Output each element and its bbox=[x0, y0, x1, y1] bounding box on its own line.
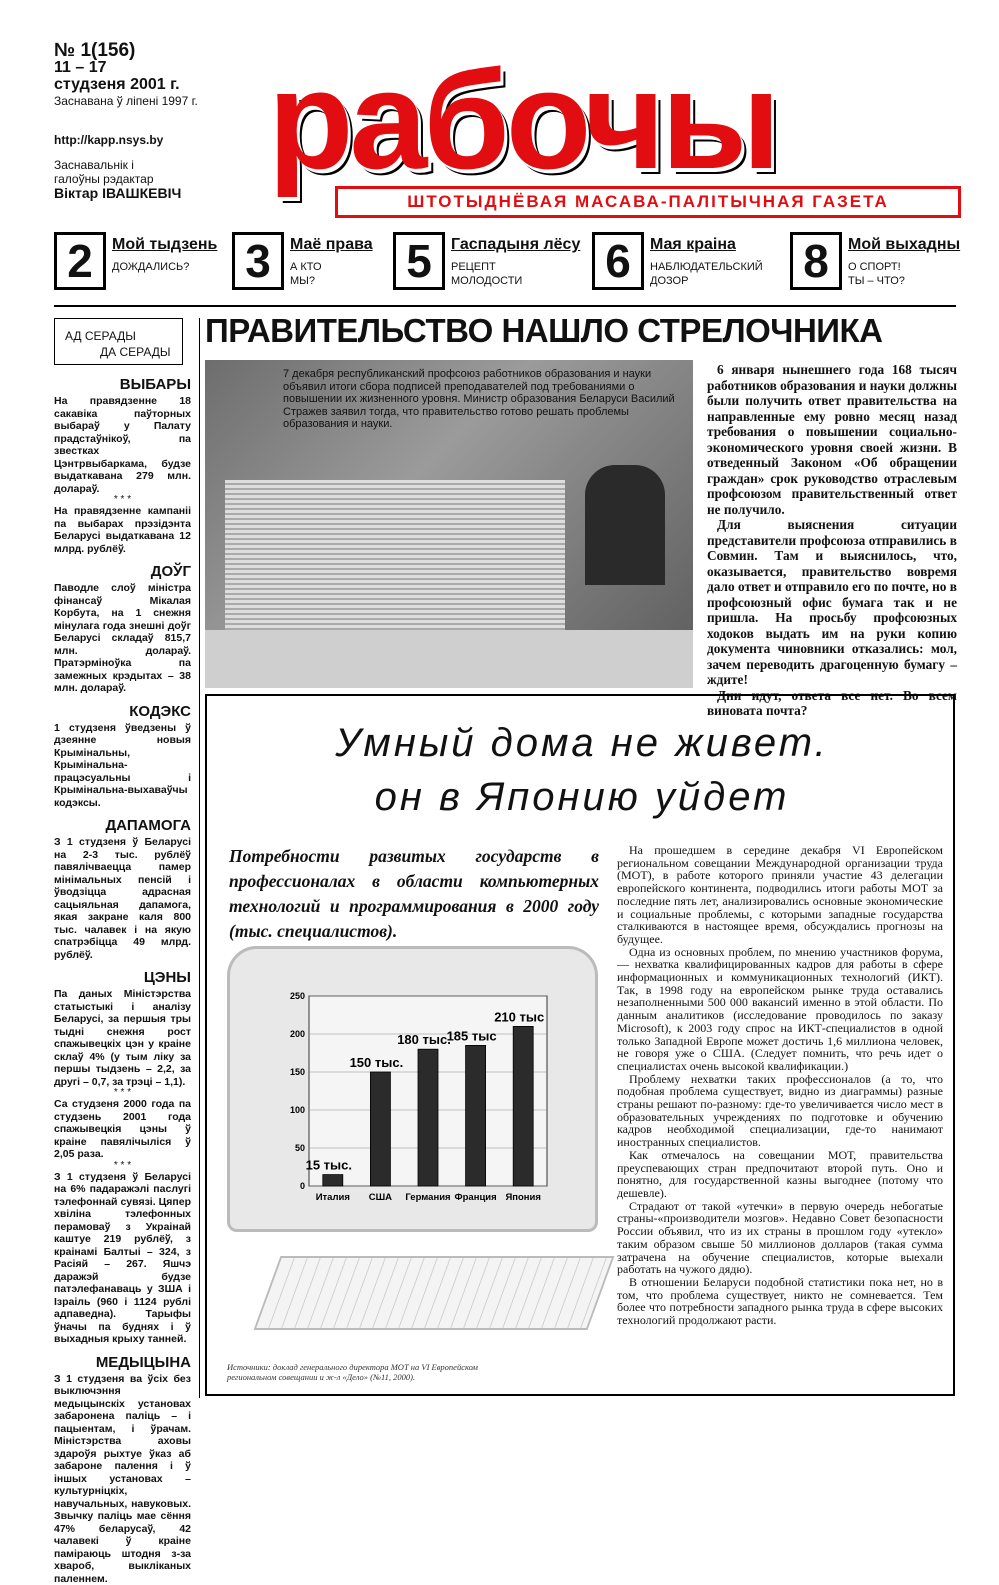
section-title[interactable]: Мой тыдзень bbox=[112, 236, 217, 254]
value-label: 150 тыс. bbox=[350, 1055, 404, 1070]
lead-paragraph: 6 января нынешнего года 168 тысяч работников образования и науки должны были получить ответ правительства на направленные ему ровно месяц назад требования о повышении социально-экономического уровня своей жизни. В отведенный Законом «Об обращении граждан» срок руководство отраслевым профсоюзом правительственный ответ не получило. bbox=[707, 362, 957, 517]
digest-text: З 1 студзеня ва ўсіх без выключэння медыцынскіх установах забаронена паліць – і пацыентам, і ўрачам. Міністэрства аховы здароўя рыхтуе ўказ аб забароне палення і ў іншых установах – культурніцкіх, навучальных, навуковых. Звычку паліць мае сёння 47% беларусаў, 42 чалавекі ў краіне паміраюць штодня з-за хвароб, выкліканых паленнем. bbox=[54, 1373, 191, 1585]
digest-heading: ЦЭНЫ bbox=[54, 969, 191, 986]
section-subtitle: О СПОРТ! ТЫ – ЧТО? bbox=[848, 260, 905, 288]
bar bbox=[370, 1072, 390, 1186]
photo-person bbox=[585, 465, 665, 585]
separator-stars: * * * bbox=[54, 495, 191, 505]
digest-heading: ДАПАМОГА bbox=[54, 817, 191, 834]
lead-paragraph: Для выяснения ситуации представители профсоюза отправились в Совмин. Там и выяснилось, что, оказывается, правительство вовремя дало ответ и отправило его по почте, но в профсоюзный офис бумага так и не пришла. На просьбу профсоюзных ходоков выдать им на руки копию документа чиновники отказались: мол, зачем переводить драгоценную бумагу – ждите! bbox=[707, 517, 957, 688]
founder-label-2: галоўны рэдактар bbox=[54, 172, 181, 186]
digest-heading: ВЫБАРЫ bbox=[54, 376, 191, 393]
main-headline: ПРАВИТЕЛЬСТВО НАШЛО СТРЕЛОЧНИКА bbox=[205, 312, 955, 350]
section-subtitle: ДОЖДАЛИСЬ? bbox=[112, 260, 189, 274]
digest-heading: МЕДЫЦЫНА bbox=[54, 1354, 191, 1371]
category-label: США bbox=[369, 1192, 392, 1203]
digest-heading: КОДЭКС bbox=[54, 703, 191, 720]
value-label: 180 тыс. bbox=[397, 1032, 451, 1047]
bar bbox=[323, 1175, 343, 1186]
feature-paragraph: На прошедшем в середине декабря VI Европейском региональном совещании Международной организации труда (МОТ), в работе которого приняли участие 43 делегации европейского континента, подводились итоги работы МОТ за последние пять лет, анализировались основные экономические и социальные проблемы, с которыми западные государства сталкиваются в настоящее время, обсуждались прогнозы на будущее. bbox=[617, 844, 943, 946]
founded-note: Заснавана ў ліпені 1997 г. bbox=[54, 93, 254, 110]
issue-month: студзеня 2001 г. bbox=[54, 76, 254, 93]
category-label: Италия bbox=[316, 1192, 350, 1203]
section-teaser[interactable] bbox=[54, 232, 224, 292]
section-subtitle: А КТО МЫ? bbox=[290, 260, 322, 288]
photo-desk bbox=[205, 630, 693, 688]
y-tick-label: 250 bbox=[290, 991, 305, 1001]
section-teaser[interactable] bbox=[232, 232, 382, 292]
digest-heading: ДОЎГ bbox=[54, 563, 191, 580]
chart-source: Источники: доклад генерального директора МОТ на VI Европейском региональном совещании и ж-л «Дело» (№11, 2000). bbox=[227, 1362, 527, 1382]
section-page-number: 8 bbox=[790, 232, 842, 290]
digest-text: 1 студзеня ўведзены ў дзеянне новыя Крымінальны, Крымінальна-працэсуальны і Крымінальна-выхаваўчы кодэксы. bbox=[54, 722, 191, 810]
y-tick-label: 150 bbox=[290, 1067, 305, 1077]
feature-paragraph: Страдают от такой «утечки» в первую очередь небогатые страны-«производители мозгов». Недавно Совет безопасности России объявил, что из их страны в прошлом году «утекло» таким образом свыше 50 миллионов долларов (такая сумма затрачена на обучение специалистов, которые выехали работать на чужого дядю). bbox=[617, 1200, 943, 1276]
value-label: 185 тыс bbox=[447, 1028, 497, 1043]
separator-stars: * * * bbox=[54, 1088, 191, 1098]
value-label: 15 тыс. bbox=[306, 1158, 352, 1173]
category-label: Германия bbox=[405, 1192, 450, 1203]
article-photo bbox=[205, 360, 693, 688]
section-page-number: 5 bbox=[393, 232, 445, 290]
category-label: Япония bbox=[505, 1192, 540, 1203]
feature-title bbox=[267, 716, 897, 824]
feature-subtitle: Потребности развитых государств в профессионалах в области компьютерных технологий и программирования в 2000 году (тыс. специалистов). bbox=[229, 844, 599, 944]
column-divider bbox=[199, 318, 200, 1398]
section-teaser[interactable] bbox=[790, 232, 960, 292]
separator-stars: * * * bbox=[54, 1161, 191, 1171]
founder-name: Віктар ІВАШКЕВІЧ bbox=[54, 185, 181, 201]
digest-text: Паводле слоў міністра фінансаў Мікалая Корбута, на 1 снежня мінулага года знешні доўг Беларусі складаў 815,7 млн. долараў. Пратэрміноўка па замежных крэдытах – 38 млн. долараў. bbox=[54, 582, 191, 695]
digest-header-to: ДА СЕРАДЫ bbox=[100, 345, 171, 359]
lead-paragraph: Дни идут, ответа все нет. Во всем виновата почта? bbox=[707, 688, 957, 719]
issue-info bbox=[54, 42, 254, 110]
founder-label-1: Заснавальнік і bbox=[54, 158, 181, 172]
section-title[interactable]: Гаспадыня лёсу bbox=[451, 236, 580, 254]
keyboard-illustration bbox=[254, 1256, 615, 1330]
section-page-number: 3 bbox=[232, 232, 284, 290]
section-subtitle: НАБЛЮДАТЕЛЬСКИЙ ДОЗОР bbox=[650, 260, 763, 288]
y-tick-label: 0 bbox=[300, 1181, 305, 1191]
logo-text: рабочы bbox=[268, 50, 958, 190]
feature-paragraph: Проблему нехватки таких профессионалов (а то, что подобная проблема существует, видно из диаграммы) разные страны решают по-разному: где-то увеличивается число мест в образовательных учреждениях по подготовке и обучению кадров необходимой специализации, где-то нанимают иностранных специалистов. bbox=[617, 1073, 943, 1149]
bar bbox=[513, 1026, 533, 1186]
article-lead bbox=[707, 362, 957, 719]
feature-paragraph: В отношении Беларуси подобной статистики пока нет, но в том, что проблема существует, никто не сомневается. Тем более что потребности западного рынка труда в сфере высоких технологий продолжают расти. bbox=[617, 1276, 943, 1327]
feature-paragraph: Одна из основных проблем, по мнению участников форума, — нехватка квалифицированных кадров для работы в сфере информационных и коммуникационных технологий (ИКТ). Так, в 1998 году на европейском рынке труда оставались незаполненными 500 000 вакансий именно в этой области. По данным аналитиков (исследование проводилось по заказу Microsoft), к 2003 году спрос на ИКТ-специалистов в одной только Западной Европе может достичь 1,6 миллиона человек, не говоря уже о США. (Следует помнить, что речь идет о специалистах очень высокой квалификации.) bbox=[617, 946, 943, 1073]
feature-title-line-1: Умный дома не живет. bbox=[267, 716, 897, 770]
chart-y-ticks bbox=[290, 991, 305, 1191]
digest-header-box bbox=[54, 318, 183, 365]
bar bbox=[418, 1049, 438, 1186]
section-subtitle: РЕЦЕПТ МОЛОДОСТИ bbox=[451, 260, 522, 288]
tagline: ШТОТЫДНЁВАЯ МАСАВА-ПАЛІТЫЧНАЯ ГАЗЕТА bbox=[335, 186, 961, 218]
digest-text: На правядзенне кампаніі па выбарах прэзідэнта Беларусі выдаткавана 12 млрд. рублёў. bbox=[54, 505, 191, 555]
newspaper-logo bbox=[268, 50, 958, 190]
section-title[interactable]: Мой выхадны bbox=[848, 236, 960, 254]
issue-dates: 11 – 17 bbox=[54, 59, 254, 76]
section-page-number: 2 bbox=[54, 232, 106, 290]
horizontal-rule bbox=[54, 305, 956, 307]
issue-number: № 1(156) bbox=[54, 42, 254, 59]
feature-box bbox=[205, 694, 955, 1396]
news-digest-column bbox=[54, 318, 191, 1398]
bar-chart bbox=[277, 976, 577, 1216]
digest-text: Са студзеня 2000 года па студзень 2001 года спажывецкія цэны ў краіне павялічыліся ў 2,05 раза. bbox=[54, 1098, 191, 1161]
y-tick-label: 200 bbox=[290, 1029, 305, 1039]
section-teaser[interactable] bbox=[393, 232, 583, 292]
section-teaser[interactable] bbox=[592, 232, 772, 292]
founder-info bbox=[54, 158, 181, 201]
digest-header-from: АД СЕРАДЫ bbox=[65, 329, 136, 343]
feature-title-line-2: он в Японию уйдет bbox=[267, 770, 897, 824]
bar bbox=[466, 1045, 486, 1186]
y-tick-label: 50 bbox=[295, 1143, 305, 1153]
y-tick-label: 100 bbox=[290, 1105, 305, 1115]
feature-text bbox=[617, 844, 943, 1327]
digest-text: На правядзенне 18 сакавіка паўторных выбараў у Палату прадстаўнікоў, па звестках Цэнтрвыбаркама, будзе выдаткавана 279 млн. долараў. bbox=[54, 395, 191, 495]
chart-categories bbox=[316, 1192, 541, 1203]
photo-caption: 7 декабря республиканский профсоюз работников образования и науки объявил итоги сбора подписей преподавателей под требованиями о повышении их жизненного уровня. Министр образования Беларуси Василий Стражев заявил тогда, что правительство готово решать проблемы образования и науки. bbox=[283, 368, 683, 431]
value-label: 210 тыс bbox=[494, 1009, 544, 1024]
section-title[interactable]: Мая краіна bbox=[650, 236, 736, 254]
site-url[interactable]: http://kapp.nsys.by bbox=[54, 133, 163, 147]
feature-paragraph: Как отмечалось на совещании МОТ, правительства преуспевающих стран предпочитают второй путь. Оно и понятно, для государственной казны выгоднее (потому что дешевле). bbox=[617, 1149, 943, 1200]
section-title[interactable]: Маё права bbox=[290, 236, 373, 254]
section-page-number: 6 bbox=[592, 232, 644, 290]
category-label: Франция bbox=[455, 1192, 497, 1203]
digest-text: З 1 студзеня ў Беларусі на 2-3 тыс. рублёў павялічваецца памер мінімальных пенсій і ўводзіцца адрасная сацыяльная дапамога, якая закране каля 800 тыс. чалавек і на якую спатрэбіцца 49 млрд. рублёў. bbox=[54, 836, 191, 961]
digest-text: З 1 студзеня ў Беларусі на 6% падаражэлі паслугі тэлефоннай сувязі. Цяпер хвіліна тэлефонных перамоваў з Украінай каштуе 219 рублёў, з краінамі Балтыі – 324, з Расіяй – 267. Яшчэ даражэй будзе патэлефанаваць у ЗША і Ізраіль (960 і 1124 рублі адпаведна). Тарыфы ўначы па буднях і ў выхадныя крыху танней. bbox=[54, 1171, 191, 1346]
digest-text: Па даных Міністэрства статыстыкі і аналізу Беларусі, за першыя тры тыдні снежня рост спажывецкіх цэн у краіне склаў 4% (у тым ліку за першы тыдзень – 2,2, за другі – 0,7, за трэці – 1,1). bbox=[54, 988, 191, 1088]
